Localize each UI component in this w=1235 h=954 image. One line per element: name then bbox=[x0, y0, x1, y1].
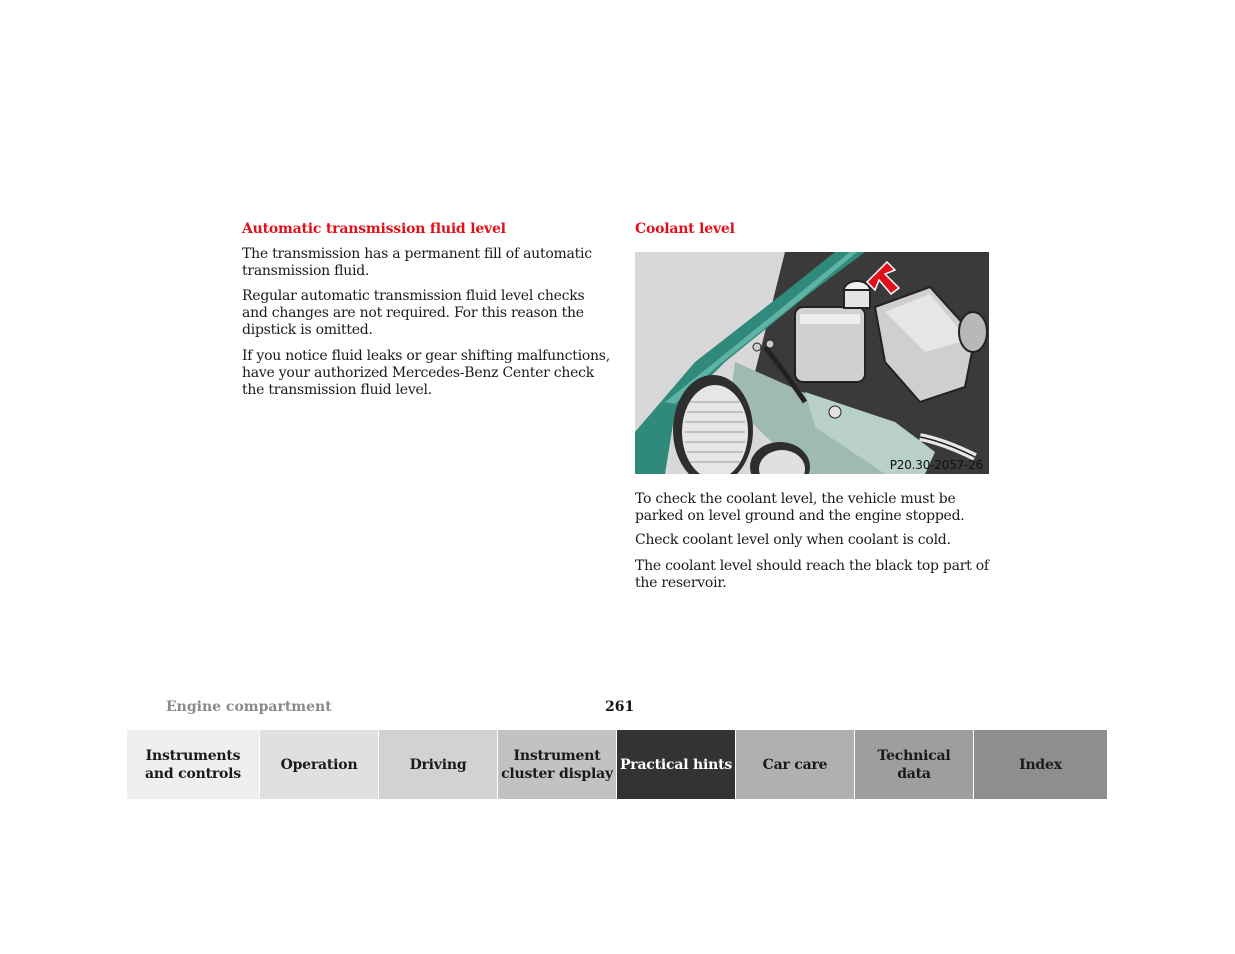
tab-operation[interactable]: Operation bbox=[259, 730, 378, 799]
coolant-level-heading: Coolant level bbox=[635, 221, 735, 237]
page-number: 261 bbox=[605, 699, 635, 715]
transmission-fluid-heading: Automatic transmission fluid level bbox=[242, 221, 506, 237]
chapter-navigation bbox=[127, 730, 1107, 799]
engine-illustration-svg bbox=[635, 252, 989, 474]
coolant-paragraph-3: The coolant level should reach the black top part of the reservoir. bbox=[635, 558, 989, 591]
coolant-paragraph-2: Check coolant level only when coolant is cold. bbox=[635, 532, 951, 548]
tab-car-care[interactable]: Car care bbox=[735, 730, 854, 799]
engine-compartment-illustration bbox=[635, 252, 989, 474]
coolant-paragraph-1: To check the coolant level, the vehicle must be parked on level ground and the engine stopped. bbox=[635, 491, 965, 524]
figure-reference-label: P20.30-2057-26 bbox=[889, 458, 983, 472]
footer-section-title: Engine compartment bbox=[166, 699, 332, 715]
tab-instrument-cluster-display[interactable]: Instrument cluster display bbox=[497, 730, 616, 799]
transmission-paragraph-3: If you notice fluid leaks or gear shifting malfunctions, have your authorized Mercedes-Benz Center check the transmission fluid level. bbox=[242, 348, 610, 398]
tab-driving[interactable]: Driving bbox=[378, 730, 497, 799]
transmission-paragraph-2: Regular automatic transmission fluid level checks and changes are not required. For this reason the dipstick is omitted. bbox=[242, 288, 585, 338]
transmission-paragraph-1: The transmission has a permanent fill of automatic transmission fluid. bbox=[242, 246, 592, 279]
tab-instruments-and-controls[interactable]: Instruments and controls bbox=[127, 730, 259, 799]
tab-index[interactable]: Index bbox=[973, 730, 1107, 799]
tab-practical-hints[interactable]: Practical hints bbox=[616, 730, 735, 799]
tab-technical-data[interactable]: Technical data bbox=[854, 730, 973, 799]
